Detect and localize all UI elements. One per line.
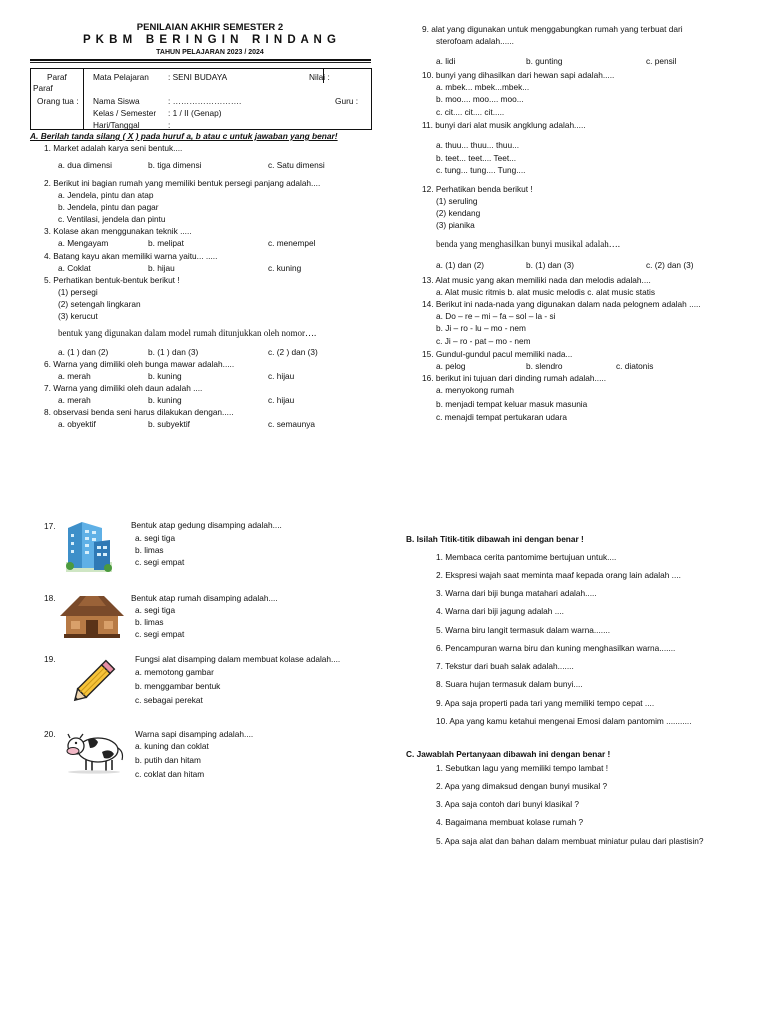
q12-item-2: (2) kendang bbox=[436, 208, 481, 218]
section-b-item: 7. Tekstur dari buah salak adalah....... bbox=[436, 661, 574, 671]
q5-item-2: (2) setengah lingkaran bbox=[58, 299, 141, 309]
q12-stem: 12. Perhatikan benda berikut ! bbox=[422, 184, 533, 194]
q19-number: 19. bbox=[44, 654, 56, 664]
section-a-title: A. Berilah tanda silang ( X ) pada huruf a, b atau c untuk jawaban yang benar! bbox=[30, 131, 338, 141]
q10-stem: 10. bunyi yang dihasilkan dari hewan sapi adalah..... bbox=[422, 70, 615, 80]
section-b-item: 2. Ekspresi wajah saat meminta maaf kepada orang lain adalah .... bbox=[436, 570, 681, 580]
q8-option-b[interactable]: b. subyektif bbox=[148, 419, 190, 429]
section-c-item: 1. Sebutkan lagu yang memiliki tempo lambat ! bbox=[436, 763, 609, 773]
q6-option-a[interactable]: a. merah bbox=[58, 371, 91, 381]
q20-stem: Warna sapi disamping adalah.... bbox=[135, 729, 254, 739]
q20-number: 20. bbox=[44, 729, 56, 739]
q8-stem: 8. observasi benda seni harus dilakukan dengan..... bbox=[44, 407, 234, 417]
q12-question: benda yang menghasilkan bunyi musikal adalah…. bbox=[436, 239, 620, 249]
exam-title: PENILAIAN AKHIR SEMESTER 2 bbox=[136, 22, 284, 33]
q11-option-c[interactable]: c. tung... tung.... Tung.... bbox=[436, 165, 526, 175]
q12-item-3: (3) pianika bbox=[436, 220, 475, 230]
q4-option-a[interactable]: a. Coklat bbox=[58, 263, 91, 273]
paraf-label: Paraf bbox=[47, 72, 67, 82]
section-b-item: 10. Apa yang kamu ketahui mengenai Emosi dalam pantomim ........... bbox=[436, 716, 692, 726]
q6-stem: 6. Warna yang dimiliki oleh bunga mawar adalah..... bbox=[44, 359, 235, 369]
q5-item-3: (3) kerucut bbox=[58, 311, 98, 321]
q9-option-c[interactable]: c. pensil bbox=[646, 56, 677, 66]
section-b-item: 6. Pencampuran warna biru dan kuning menghasilkan warna....... bbox=[436, 643, 676, 653]
section-b-item: 1. Membaca cerita pantomime bertujuan untuk.... bbox=[436, 552, 617, 562]
student-name-label: Nama Siswa bbox=[93, 96, 140, 106]
q5-item-1: (1) persegi bbox=[58, 287, 98, 297]
q6-option-b[interactable]: b. kuning bbox=[148, 371, 182, 381]
q11-stem: 11. bunyi dari alat musik angklung adalah..... bbox=[422, 120, 586, 130]
section-b-title: B. Isilah Titik-titik dibawah ini dengan benar ! bbox=[406, 534, 584, 544]
section-b-item: 4. Warna dari biji jagung adalah .... bbox=[436, 606, 564, 616]
q7-option-c[interactable]: c. hijau bbox=[268, 395, 295, 405]
class-label: Kelas / Semester bbox=[93, 108, 157, 118]
q16-option-b[interactable]: b. menjadi tempat keluar masuk masunia bbox=[436, 399, 588, 409]
score-label: Nilai : bbox=[309, 72, 330, 82]
q3-option-b[interactable]: b. melipat bbox=[148, 238, 184, 248]
q5-option-a[interactable]: a. (1 ) dan (2) bbox=[58, 347, 109, 357]
section-b-item: 8. Suara hujan termasuk dalam bunyi.... bbox=[436, 679, 583, 689]
q17-number: 17. bbox=[44, 521, 56, 531]
q2-option-c[interactable]: c. Ventilasi, jendela dan pintu bbox=[58, 214, 166, 224]
q15-option-a[interactable]: a. pelog bbox=[436, 361, 466, 371]
q20-option-b[interactable]: b. putih dan hitam bbox=[135, 755, 201, 765]
q20-option-c[interactable]: c. coklat dan hitam bbox=[135, 769, 205, 779]
q7-option-a[interactable]: a. merah bbox=[58, 395, 91, 405]
q19-stem: Fungsi alat disamping dalam membuat kolase adalah.... bbox=[135, 654, 341, 664]
q8-option-a[interactable]: a. obyektif bbox=[58, 419, 96, 429]
section-c-item: 2. Apa yang dimaksud dengan bunyi musikal ? bbox=[436, 781, 608, 791]
q18-number: 18. bbox=[44, 593, 56, 603]
q3-option-a[interactable]: a. Mengayam bbox=[58, 238, 109, 248]
school-name: P K B M B E R I N G I N R I N D A N G bbox=[83, 34, 337, 46]
q17-stem: Bentuk atap gedung disamping adalah.... bbox=[131, 520, 282, 530]
header-divider-thin bbox=[30, 62, 371, 63]
q20-option-a[interactable]: a. kuning dan coklat bbox=[135, 741, 209, 751]
q17-option-b[interactable]: b. limas bbox=[135, 545, 164, 555]
q9-option-a[interactable]: a. lidi bbox=[436, 56, 456, 66]
q11-option-b[interactable]: b. teet... teet.... Teet... bbox=[436, 153, 517, 163]
date-field[interactable]: : bbox=[168, 120, 171, 130]
traditional-house-image bbox=[58, 594, 126, 640]
q5-stem: 5. Perhatikan bentuk-bentuk berikut ! bbox=[44, 275, 180, 285]
q17-option-c[interactable]: c. segi empat bbox=[135, 557, 185, 567]
q16-option-c[interactable]: c. menajdi tempat pertukaran udara bbox=[436, 412, 567, 422]
teacher-label: Guru : bbox=[335, 96, 359, 106]
q2-option-b[interactable]: b. Jendela, pintu dan pagar bbox=[58, 202, 159, 212]
section-c-item: 5. Apa saja alat dan bahan dalam membuat miniatur pulau dari plastisin? bbox=[436, 836, 704, 846]
q1-option-a[interactable]: a. dua dimensi bbox=[58, 160, 112, 170]
student-name-field[interactable]: : ……………………. bbox=[168, 96, 242, 106]
q18-stem: Bentuk atap rumah disamping adalah.... bbox=[131, 593, 278, 603]
section-c-title: C. Jawablah Pertanyaan dibawah ini dengan benar ! bbox=[406, 749, 611, 759]
pencil-image bbox=[70, 654, 122, 704]
paraf-label-2: Paraf bbox=[33, 83, 53, 93]
q14-option-b[interactable]: b. Ji – ro - lu – mo - nem bbox=[436, 323, 526, 333]
q14-option-c[interactable]: c. Ji – ro - pat – mo - nem bbox=[436, 336, 531, 346]
q16-option-a[interactable]: a. menyokong rumah bbox=[436, 385, 514, 395]
class-value: : 1 / II (Genap) bbox=[168, 108, 222, 118]
q3-option-c[interactable]: c. menempel bbox=[268, 238, 316, 248]
q13-options[interactable]: a. Alat music ritmis b. alat music melodis c. alat music statis bbox=[436, 287, 656, 297]
office-building-image bbox=[62, 518, 114, 574]
q15-option-b[interactable]: b. slendro bbox=[526, 361, 563, 371]
q18-option-c[interactable]: c. segi empat bbox=[135, 629, 185, 639]
q13-stem: 13. Alat music yang akan memiliki nada dan melodis adalah.... bbox=[422, 275, 651, 285]
q18-option-a[interactable]: a. segi tiga bbox=[135, 605, 176, 615]
q5-option-b[interactable]: b. (1 ) dan (3) bbox=[148, 347, 199, 357]
q19-option-c[interactable]: c. sebagai perekat bbox=[135, 695, 203, 705]
q15-stem: 15. Gundul-gundul pacul memiliki nada... bbox=[422, 349, 573, 359]
q14-stem: 14. Berikut ini nada-nada yang digunakan dalam nada pelognem adalah ..... bbox=[422, 299, 701, 309]
q17-option-a[interactable]: a. segi tiga bbox=[135, 533, 176, 543]
q18-option-b[interactable]: b. limas bbox=[135, 617, 164, 627]
q9-stem: 9. alat yang digunakan untuk menggabungkan rumah yang terbuat dari bbox=[422, 24, 683, 34]
q15-option-c[interactable]: c. diatonis bbox=[616, 361, 654, 371]
section-c-item: 4. Bagaimana membuat kolase rumah ? bbox=[436, 817, 584, 827]
q12-option-b[interactable]: b. (1) dan (3) bbox=[526, 260, 574, 270]
section-b-item: 3. Warna dari biji bunga matahari adalah..... bbox=[436, 588, 597, 598]
q7-stem: 7. Warna yang dimiliki oleh daun adalah .... bbox=[44, 383, 203, 393]
q12-item-1: (1) seruling bbox=[436, 196, 478, 206]
score-divider bbox=[323, 69, 324, 83]
q12-option-a[interactable]: a. (1) dan (2) bbox=[436, 260, 484, 270]
q11-option-a[interactable]: a. thuu... thuu... thuu... bbox=[436, 140, 520, 150]
q8-option-c[interactable]: c. semaunya bbox=[268, 419, 316, 429]
cow-image bbox=[64, 728, 126, 774]
q19-option-b[interactable]: b. menggambar bentuk bbox=[135, 681, 221, 691]
q5-option-c[interactable]: c. (2 ) dan (3) bbox=[268, 347, 318, 357]
student-info-box bbox=[30, 68, 372, 130]
q4-stem: 4. Batang kayu akan memiliki warna yaitu... ..... bbox=[44, 251, 218, 261]
q12-option-c[interactable]: c. (2) dan (3) bbox=[646, 260, 694, 270]
q4-option-b[interactable]: b. hijau bbox=[148, 263, 175, 273]
q3-stem: 3. Kolase akan menggunakan teknik ..... bbox=[44, 226, 192, 236]
q14-option-a[interactable]: a. Do – re – mi – fa – sol – la - si bbox=[436, 311, 556, 321]
header-divider-thick bbox=[30, 59, 371, 61]
q10-option-b[interactable]: b. moo.... moo.... moo... bbox=[436, 94, 524, 104]
subject-label: Mata Pelajaran bbox=[93, 72, 149, 82]
q2-stem: 2. Berikut ini bagian rumah yang memiliki bentuk persegi panjang adalah.... bbox=[44, 178, 321, 188]
section-b-item: 5. Warna biru langit termasuk dalam warna....... bbox=[436, 625, 610, 635]
q10-option-a[interactable]: a. mbek... mbek...mbek... bbox=[436, 82, 530, 92]
q19-option-a[interactable]: a. memotong gambar bbox=[135, 667, 214, 677]
q1-option-c[interactable]: c. Satu dimensi bbox=[268, 160, 325, 170]
date-label: Hari/Tanggal bbox=[93, 120, 140, 130]
q7-option-b[interactable]: b. kuning bbox=[148, 395, 182, 405]
parent-label: Orang tua : bbox=[37, 96, 79, 106]
info-box-divider bbox=[83, 69, 84, 129]
subject-value: : SENI BUDAYA bbox=[168, 72, 228, 82]
section-b-item: 9. Apa saja properti pada tari yang memiliki tempo cepat .... bbox=[436, 698, 655, 708]
q5-question: bentuk yang digunakan dalam model rumah ditunjukkan oleh nomor…. bbox=[58, 328, 317, 338]
q1-stem: 1. Market adalah karya seni bentuk.... bbox=[44, 143, 183, 153]
q2-option-a[interactable]: a. Jendela, pintu dan atap bbox=[58, 190, 154, 200]
q10-option-c[interactable]: c. cit.... cit.... cit..... bbox=[436, 107, 505, 117]
q9-option-b[interactable]: b. gunting bbox=[526, 56, 563, 66]
q4-option-c[interactable]: c. kuning bbox=[268, 263, 302, 273]
q16-stem: 16. berikut ini tujuan dari dinding rumah adalah..... bbox=[422, 373, 607, 383]
school-year: TAHUN PELAJARAN 2023 / 2024 bbox=[156, 49, 264, 56]
section-c-item: 3. Apa saja contoh dari bunyi klasikal ? bbox=[436, 799, 579, 809]
q9-stem-cont: sterofoam adalah...... bbox=[436, 36, 514, 46]
q6-option-c[interactable]: c. hijau bbox=[268, 371, 295, 381]
q1-option-b[interactable]: b. tiga dimensi bbox=[148, 160, 202, 170]
